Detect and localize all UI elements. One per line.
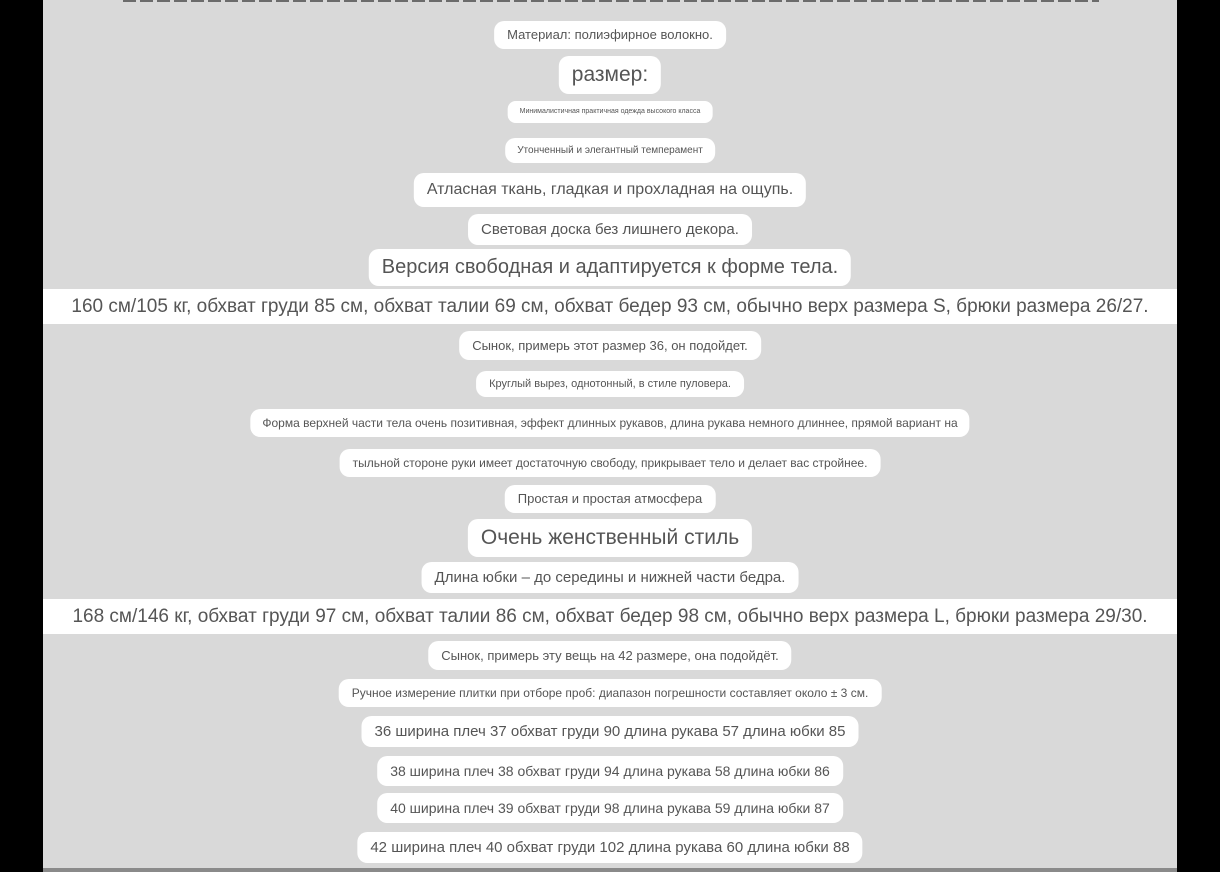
product-description-panel (43, 0, 1177, 872)
text-line-minimalist: Минималистичная практичная одежда высокого класса (508, 101, 713, 123)
top-dashed-divider (123, 0, 1099, 2)
text-line-feminine-style: Очень женственный стиль (468, 519, 752, 557)
text-line-light-board: Световая доска без лишнего декора. (468, 214, 752, 245)
text-line-back-of-arm: тыльной стороне руки имеет достаточную свободу, прикрывает тело и делает вас стройнее. (340, 449, 881, 477)
size-row-40: 40 ширина плеч 39 обхват груди 98 длина рукава 59 длина юбки 87 (377, 793, 843, 823)
text-line-model-1-measurements: 160 см/105 кг, обхват груди 85 см, обхват талии 69 см, обхват бедер 93 см, обычно верх размера S, брюки размера 26/27. (43, 289, 1177, 324)
text-line-size-36-fit: Сынок, примерь этот размер 36, он подойдет. (459, 331, 761, 360)
text-line-elegant: Утонченный и элегантный темперамент (505, 138, 715, 163)
text-line-model-2-measurements: 168 см/146 кг, обхват груди 97 см, обхват талии 86 см, обхват бедер 98 см, обычно верх размера L, брюки размера 29/30. (43, 599, 1177, 634)
text-line-upper-body-shape: Форма верхней части тела очень позитивная, эффект длинных рукавов, длина рукава немного длиннее, прямой вариант на (250, 409, 969, 437)
text-line-measurement-note: Ручное измерение плитки при отборе проб: диапазон погрешности составляет около ± 3 см. (339, 679, 882, 707)
size-row-36: 36 ширина плеч 37 обхват груди 90 длина рукава 57 длина юбки 85 (362, 716, 859, 747)
text-line-size-heading: размер: (559, 56, 661, 94)
size-row-42: 42 ширина плеч 40 обхват груди 102 длина рукава 60 длина юбки 88 (357, 832, 862, 863)
text-line-size-42-fit: Сынок, примерь эту вещь на 42 размере, она подойдёт. (428, 641, 791, 670)
text-line-simple-atmosphere: Простая и простая атмосфера (505, 485, 716, 513)
text-line-loose-version: Версия свободная и адаптируется к форме тела. (369, 249, 851, 286)
bottom-edge (43, 868, 1177, 872)
text-line-skirt-length: Длина юбки – до середины и нижней части бедра. (422, 562, 799, 593)
size-row-38: 38 ширина плеч 38 обхват груди 94 длина рукава 58 длина юбки 86 (377, 756, 843, 786)
text-line-satin-fabric: Атласная ткань, гладкая и прохладная на ощупь. (414, 173, 806, 207)
text-line-round-neck: Круглый вырез, однотонный, в стиле пуловера. (476, 371, 744, 397)
text-line-material: Материал: полиэфирное волокно. (494, 21, 726, 49)
